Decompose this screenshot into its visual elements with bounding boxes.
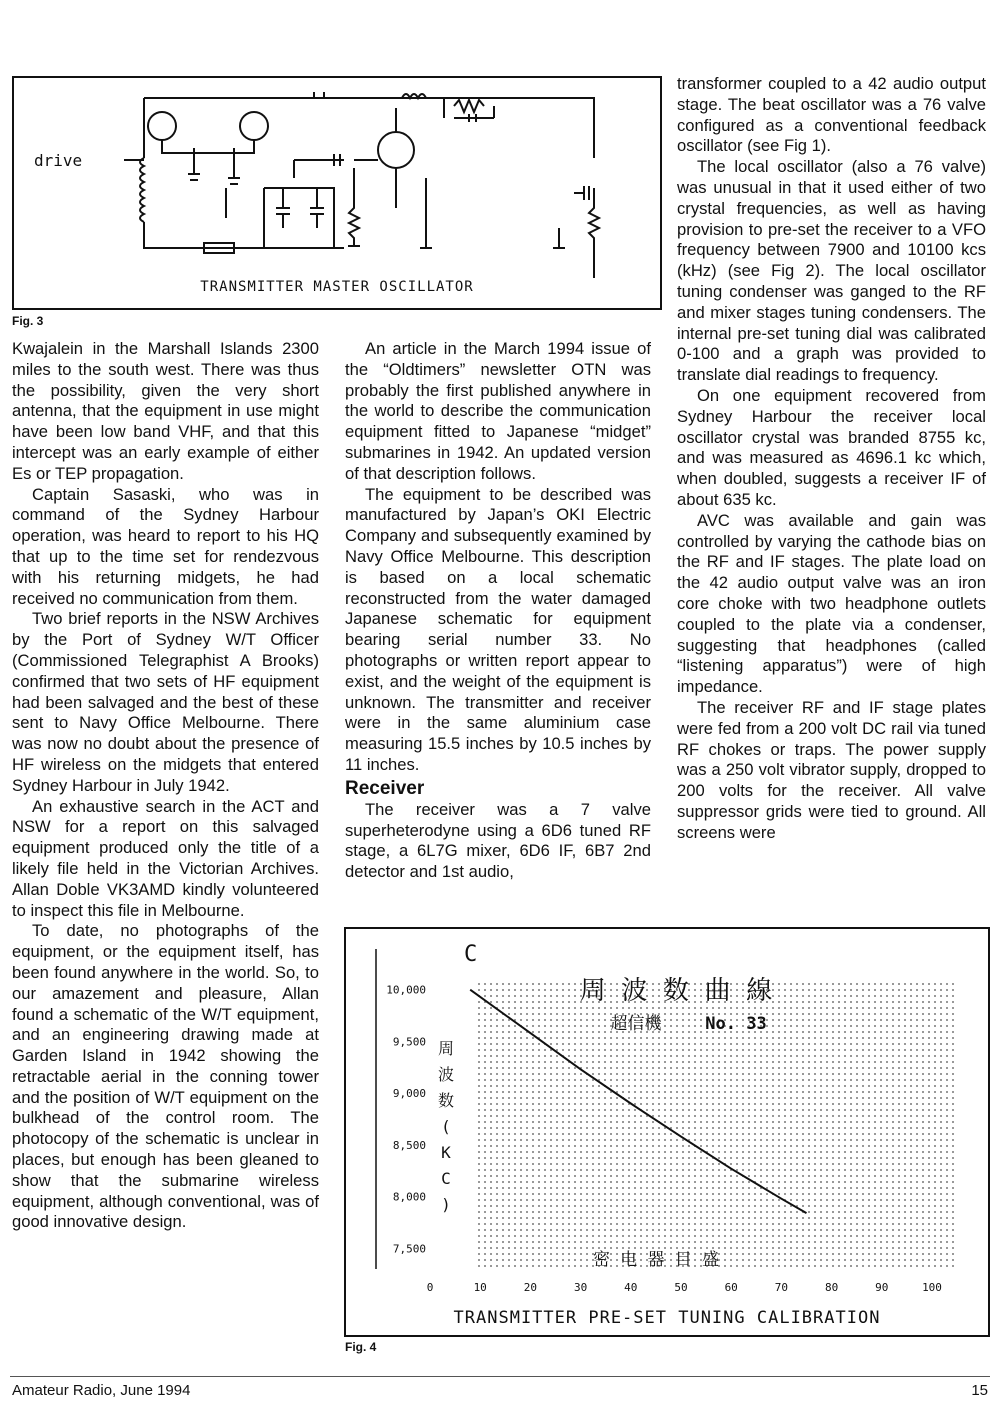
col2-paragraph: The equipment to be described was manufactured by Japan’s OKI Electric Company and subsequently examined by Navy Office Melbourne. This description is based on a local schematic reconstructed from the water damaged Japanese schematic for equipment bearing serial number 33. No photographs or written report appear to exist, and the weight of the equipment is unknown. The transmitter and receiver were in the same aluminium case measuring 15.5 inches by 10.5 inches by 11 inches. [345, 484, 651, 774]
fig4-caption: Fig. 4 [345, 1340, 377, 1354]
x-tick-label: 50 [674, 1281, 688, 1294]
jp-subtitle: 超信機 [610, 1014, 662, 1034]
jp-title: 周 波 数 曲 線 [579, 976, 773, 1006]
jp-bottom-label: 密 电 器 目 盛 [593, 1250, 719, 1270]
schematic-drawing [14, 78, 660, 308]
jp-axis-char: 周 [437, 1039, 455, 1058]
col1-paragraph: Captain Sasaski, who was in command of the Sydney Harbour operation, was heard to report to his HQ that up to the time set for rendezvous with his returning midgets, he had received no communication from them. [12, 484, 319, 608]
y-tick-label: 9,500 [392, 1035, 426, 1049]
jp-axis-char: C [441, 1169, 451, 1188]
tuning-chart [346, 929, 988, 1335]
section-heading-receiver: Receiver [345, 777, 425, 799]
x-tick-label: 90 [875, 1281, 889, 1294]
footer-publication: Amateur Radio, June 1994 [12, 1382, 191, 1399]
col2-paragraph: An article in the March 1994 issue of the “Oldtimers” newsletter OTN was probably the first published anywhere in the world to describe the communication equipment fitted to Japanese “midget” submarines in 1942. An updated version of that description follows. [345, 339, 651, 483]
fig4-title: TRANSMITTER PRE-SET TUNING CALIBRATION [453, 1308, 881, 1328]
x-tick-label: 10 [473, 1281, 487, 1294]
col3-paragraph: AVC was available and gain was controlled by varying the cathode bias on the RF and IF stages. The plate load on the 42 audio output valve was an iron core choke with two headphone outlets coupled to the plate via a condenser, suggesting that headphones (called “listening apparatus”) were of high impedance. [677, 510, 986, 697]
column-1 [12, 339, 319, 1233]
fig3-caption: Fig. 3 [12, 314, 44, 328]
jp-axis-char: 波 [437, 1065, 455, 1084]
jp-axis-char: K [441, 1143, 451, 1162]
y-tick-label: 8,500 [392, 1138, 426, 1152]
x-tick-label: 80 [824, 1281, 839, 1294]
col3-paragraph: On one equipment recovered from Sydney Harbour the receiver local oscillator crystal was branded 8755 kc, and was measured as 4696.1 kc which, when doubled, suggests a receiver IF of about 635 kc. [677, 385, 986, 509]
column-3 [677, 74, 986, 843]
col2-paragraph: The receiver was a 7 valve superheterodyne using a 6D6 tuned RF stage, a 6L7G mixer, 6D6 IF, 6B7 2nd detector and 1st audio, [345, 799, 651, 882]
y-tick-label: 8,000 [392, 1190, 426, 1204]
col3-paragraph: The receiver RF and IF stage plates were fed from a 200 volt DC rail via tuned RF chokes or traps. The power supply was a 250 volt vibrator supply, dropped to 200 volts for the receiver. All valve suppressor grids were tied to ground. All screens were [677, 697, 986, 842]
x-tick-label: 60 [724, 1281, 738, 1294]
y-tick-label: 9,000 [392, 1087, 426, 1101]
x-tick-label: 0 [426, 1281, 434, 1294]
col3-paragraph: The local oscillator (also a 76 valve) was unusual in that it used either of two crystal frequencies, as well as having provision to pre-set the receiver to a VFO frequency between 7900 and 10100 kcs (kHz) (see Fig 2). The local oscillator tuning condenser was ganged to the RF and mixer stages tuning condensers. The internal pre-set tuning dial was calibrated 0-100 and a graph was provided to translate dial readings to frequency. [677, 157, 986, 385]
x-tick-label: 70 [774, 1281, 789, 1294]
col1-paragraph: Kwajalein in the Marshall Islands 2300 miles to the south west. There was thus the possibility, given the very short antenna, that the equipment in use might have been low band VHF, and that this intercept was an early example of either Es or TEP propagation. [12, 339, 319, 483]
x-tick-label: 30 [573, 1281, 588, 1294]
column-2 [345, 339, 651, 883]
col1-paragraph: To date, no photographs of the equipment, or the equipment itself, has been found anywhere in the world. So, to our amazement and pleasure, Allan found a schematic of the W/T equipment, and an engineering drawing made at Garden Island in 1942 showing the retractable aerial in the conning tower and the position of W/T equipment on the bulkhead of the control room. The photocopy of the schematic is unclear in places, but enough has been gleaned to show that the submarine wireless equipment, although conventional, was of good innovative design. [12, 921, 319, 1232]
fig4-chart [344, 927, 990, 1337]
col1-paragraph: An exhaustive search in the ACT and NSW for a report on this salvaged equipment produced only the title of a likely file held in the Victorian Archives. Allan Doble VK3AMD kindly volunteered to inspect this file in Melbourne. [12, 796, 319, 920]
x-tick-label: 40 [624, 1281, 638, 1294]
fig3-schematic [12, 76, 662, 310]
col1-paragraph: Two brief reports in the NSW Archives by the Port of Sydney W/T Officer (Commissioned Telegraphist A Brooks) confirmed that two sets of HF equipment had been salvaged and the best of these sent to Navy Office Melbourne. There was now no doubt about the presence of HF wireless on the midgets that entered Sydney Harbour in July 1942. [12, 609, 319, 795]
col3-paragraph: transformer coupled to a 42 audio output stage. The beat oscillator was a 76 valve configured as a conventional feedback oscillator (see Fig 1). [677, 74, 986, 156]
y-tick-label: 7,500 [392, 1242, 426, 1256]
footer-rule [10, 1376, 990, 1377]
corner-mark: C [464, 942, 478, 967]
x-tick-label: 100 [922, 1281, 942, 1294]
x-tick-label: 20 [523, 1281, 538, 1294]
jp-axis-char: ( [441, 1117, 451, 1136]
drive-label: drive [34, 151, 83, 170]
serial-number: No. 33 [705, 1014, 767, 1034]
page-number: 15 [971, 1382, 988, 1399]
fig3-title: TRANSMITTER MASTER OSCILLATOR [200, 279, 474, 295]
jp-axis-char: 数 [437, 1091, 455, 1110]
y-tick-label: 10,000 [386, 983, 426, 997]
jp-axis-char: ) [441, 1195, 451, 1214]
